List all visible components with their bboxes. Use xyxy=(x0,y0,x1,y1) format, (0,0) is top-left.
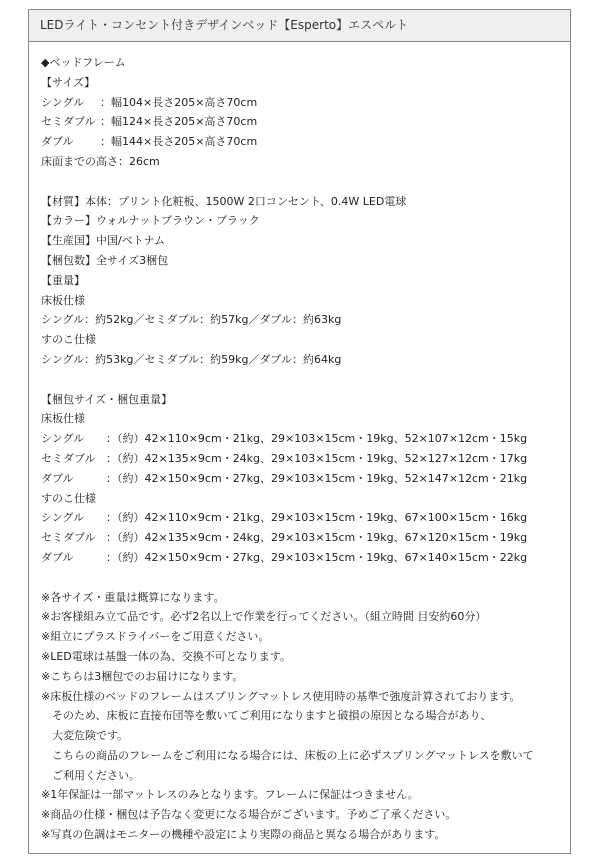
size-value: ：幅104×長さ205×高さ70cm xyxy=(100,95,258,109)
package-row xyxy=(41,449,570,469)
note: 大変危険です。 xyxy=(41,729,129,743)
note: ※写真の色調はモニターの機種や設定により実際の商品と異なる場合があります。 xyxy=(41,828,446,842)
spec-weight-label: 【重量】 xyxy=(41,273,85,287)
size-row xyxy=(41,93,570,113)
package-row xyxy=(41,469,570,489)
weight-slatted: シングル：約53kg／セミダブル：約59kg／ダブル：約64kg xyxy=(41,352,342,366)
note: こちらの商品のフレームをご利用になる場合には、床板の上に必ずスプリングマットレスを敷いて xyxy=(41,748,534,762)
note: そのため、床板に直接布団等を敷いてご利用になりますと破損の原因となる場合があり、 xyxy=(41,709,492,723)
size-row xyxy=(41,132,570,152)
spec-package-count: 【梱包数】全サイズ3梱包 xyxy=(41,253,169,267)
size-name: セミダブル xyxy=(41,115,96,129)
size-value: ：幅144×長さ205×高さ70cm xyxy=(100,135,258,149)
note: ご利用ください。 xyxy=(41,768,140,782)
size-value: ：幅124×長さ205×高さ70cm xyxy=(100,115,258,129)
package-floorboard-label: 床板仕様 xyxy=(41,412,85,426)
package-name: セミダブル xyxy=(41,451,96,465)
package-name: ダブル xyxy=(41,550,74,564)
package-value: ：（約）42×110×9cm・21kg、29×103×15cm・19kg、67×100×15cm・16kg xyxy=(106,511,528,525)
note: ※商品の仕様・梱包は予告なく変更になる場合がございます。予めご了承ください。 xyxy=(41,808,457,822)
package-name: ダブル xyxy=(41,471,74,485)
package-row xyxy=(41,548,570,568)
spec-content xyxy=(29,42,570,845)
spec-material: 【材質】本体：プリント化粧板、1500W 2口コンセント、0.4W LED電球 xyxy=(41,194,407,208)
spec-origin: 【生産国】中国/ベトナム xyxy=(41,234,166,248)
weight-slatted-label: すのこ仕様 xyxy=(41,333,96,347)
spec-color: 【カラー】ウォルナットブラウン・ブラック xyxy=(41,214,260,228)
package-value: ：（約）42×150×9cm・27kg、29×103×15cm・19kg、67×140×15cm・22kg xyxy=(106,550,528,564)
size-label: 【サイズ】 xyxy=(41,75,96,89)
package-label: 【梱包サイズ・梱包重量】 xyxy=(41,392,173,406)
spacer xyxy=(41,370,570,390)
weight-floorboard-label: 床板仕様 xyxy=(41,293,85,307)
package-value: ：（約）42×110×9cm・21kg、29×103×15cm・19kg、52×107×12cm・15kg xyxy=(106,432,528,446)
spacer xyxy=(41,568,570,588)
package-value: ：（約）42×150×9cm・27kg、29×103×15cm・19kg、52×147×12cm・21kg xyxy=(106,471,528,485)
note: ※床板仕様のベッドのフレームはスプリングマットレス使用時の基準で強度計算されております。 xyxy=(41,689,521,703)
package-value: ：（約）42×135×9cm・24kg、29×103×15cm・19kg、67×120×15cm・19kg xyxy=(106,531,528,545)
size-name: ダブル xyxy=(41,135,74,149)
frame-heading: ◆ベッドフレーム xyxy=(41,56,126,69)
note: ※お客様組み立て品です。必ず2名以上で作業を行ってください。（組立時間 目安約60分） xyxy=(41,610,487,624)
package-name: シングル xyxy=(41,511,85,525)
note: ※組立にプラスドライバーをご用意ください。 xyxy=(41,630,270,644)
note: ※こちらは3梱包でのお届けになります。 xyxy=(41,669,244,683)
spec-table xyxy=(28,9,571,854)
floor-height: 床面までの高さ：26cm xyxy=(41,154,160,168)
spacer xyxy=(41,172,570,192)
package-row xyxy=(41,528,570,548)
size-row xyxy=(41,112,570,132)
package-row xyxy=(41,508,570,528)
package-name: シングル xyxy=(41,432,85,446)
note: ※1年保証は一部マットレスのみとなります。フレームに保証はつきません。 xyxy=(41,788,419,802)
weight-floorboard: シングル：約52kg／セミダブル：約57kg／ダブル：約63kg xyxy=(41,313,342,327)
note: ※各サイズ・重量は概算になります。 xyxy=(41,590,225,604)
note: ※LED電球は基盤一体の為、交換不可となります。 xyxy=(41,649,291,663)
package-name: セミダブル xyxy=(41,531,96,545)
size-name: シングル xyxy=(41,95,85,109)
package-row xyxy=(41,429,570,449)
package-value: ：（約）42×135×9cm・24kg、29×103×15cm・19kg、52×127×12cm・17kg xyxy=(106,451,528,465)
page-title: LEDライト・コンセント付きデザインベッド【Esperto】エスペルト xyxy=(29,10,570,42)
package-slatted-label: すのこ仕様 xyxy=(41,491,96,505)
